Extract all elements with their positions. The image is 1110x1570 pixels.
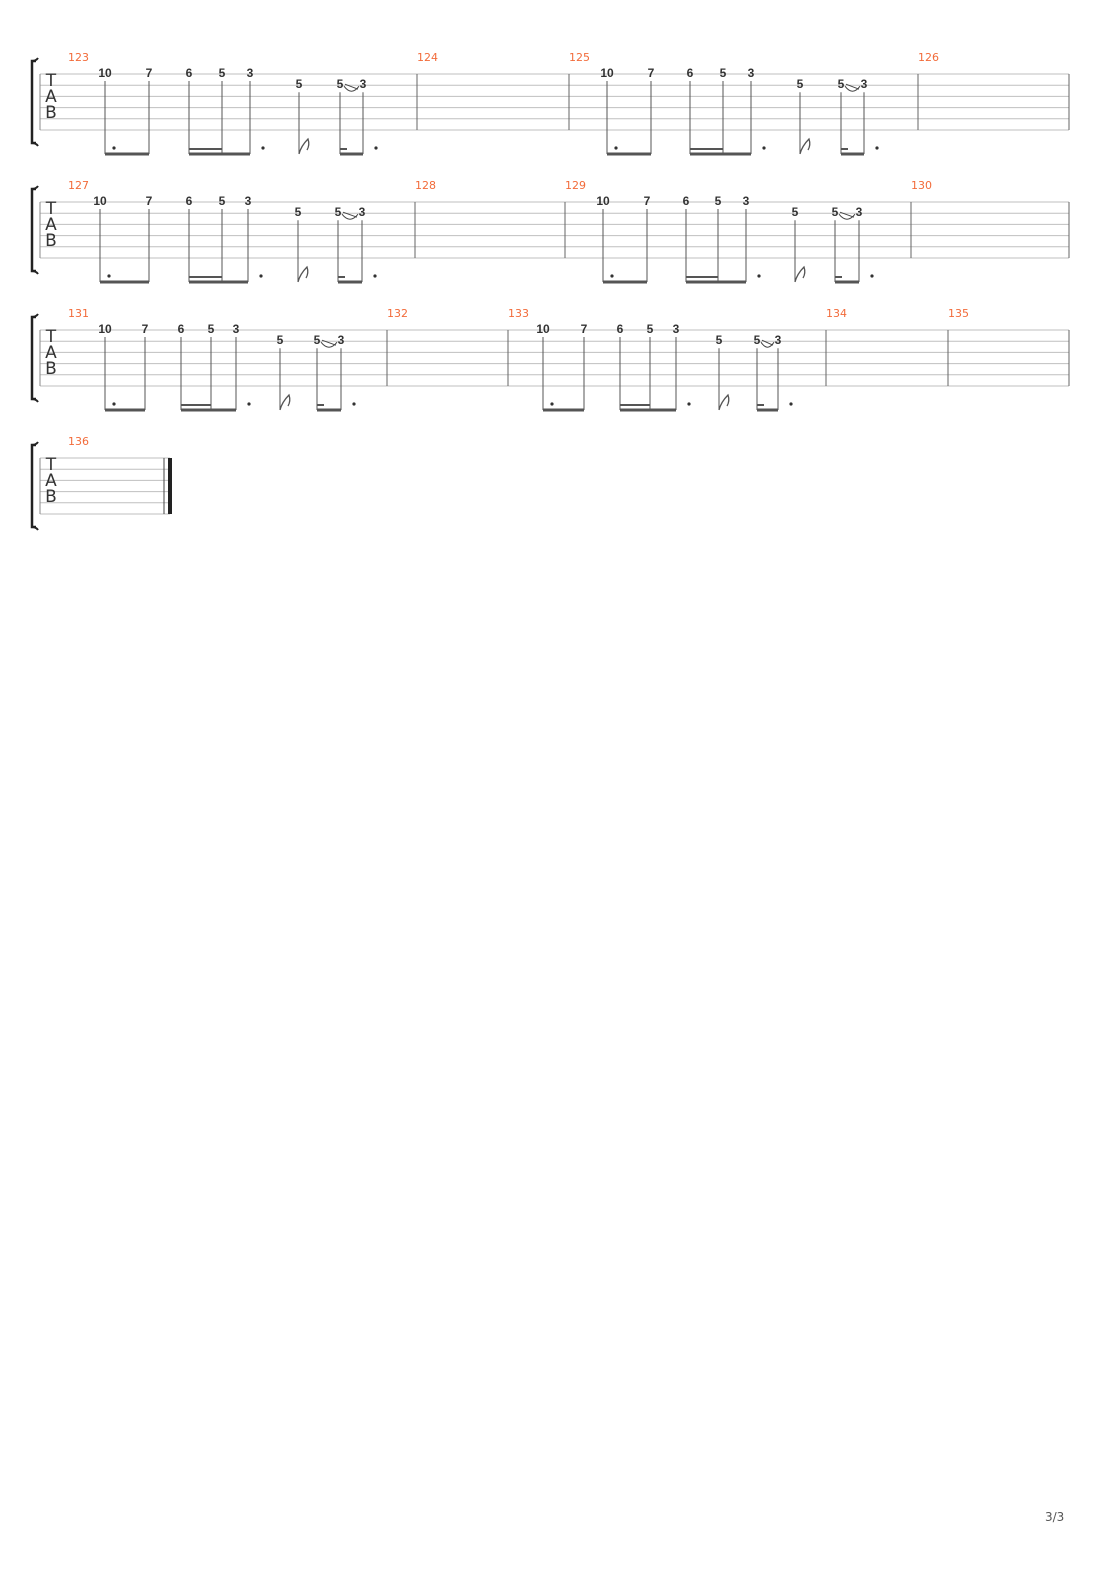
system-bracket [32, 445, 36, 527]
fret-number: 6 [177, 322, 185, 336]
system-bracket [32, 189, 36, 271]
fret-number: 3 [774, 333, 782, 348]
dot [550, 402, 553, 405]
measure-number: 133 [508, 307, 529, 320]
tab-clef-letter: T [45, 327, 57, 347]
dot [261, 146, 264, 149]
measure-number: 135 [948, 307, 969, 320]
fret-number: 7 [145, 194, 153, 208]
fret-number: 3 [359, 77, 367, 92]
fret-number: 5 [295, 77, 303, 92]
tab-clef-letter: B [45, 231, 57, 251]
fret-number: 5 [646, 322, 654, 336]
measure-number: 132 [387, 307, 408, 320]
dot [112, 146, 115, 149]
measure-number: 127 [68, 179, 89, 192]
tab-clef-letter: B [45, 103, 57, 123]
fret-number: 3 [246, 66, 254, 80]
dot [789, 402, 792, 405]
note-flag [795, 267, 805, 282]
dot [762, 146, 765, 149]
fret-number: 5 [753, 333, 761, 348]
fret-number: 3 [747, 66, 755, 80]
tab-clef-letter: B [45, 359, 57, 379]
fret-number: 10 [536, 322, 550, 336]
tab-clef-letter: B [45, 487, 57, 507]
fret-number: 5 [336, 77, 344, 92]
note-flag [800, 139, 810, 154]
measure-number: 126 [918, 51, 939, 64]
fret-number: 7 [643, 194, 651, 208]
fret-number: 3 [855, 205, 863, 220]
fret-number: 3 [337, 333, 345, 348]
measure-number: 124 [417, 51, 438, 64]
fret-number: 3 [232, 322, 240, 336]
bracket-hook [32, 271, 38, 274]
dot [373, 274, 376, 277]
fret-number: 5 [714, 194, 722, 208]
fret-number: 3 [672, 322, 680, 336]
measure-number: 129 [565, 179, 586, 192]
note-flag [299, 139, 309, 154]
fret-number: 7 [580, 322, 588, 336]
fret-number: 6 [686, 66, 694, 80]
fret-number: 7 [141, 322, 149, 336]
dot [247, 402, 250, 405]
bracket-hook [32, 314, 38, 317]
fret-number: 5 [294, 205, 302, 220]
fret-number: 5 [791, 205, 799, 220]
measure-number: 123 [68, 51, 89, 64]
fret-number: 10 [93, 194, 107, 208]
fret-number: 3 [358, 205, 366, 220]
fret-number: 5 [334, 205, 342, 220]
dot [757, 274, 760, 277]
bracket-hook [32, 442, 38, 445]
dot [374, 146, 377, 149]
fret-number: 3 [860, 77, 868, 92]
fret-number: 6 [185, 194, 193, 208]
page-number: 3/3 [1045, 1510, 1065, 1524]
bracket-hook [32, 527, 38, 530]
note-flag [280, 395, 290, 410]
fret-number: 3 [742, 194, 750, 208]
tab-clef-letter: T [45, 71, 57, 91]
note-flag [298, 267, 308, 282]
bracket-hook [32, 186, 38, 189]
dot [259, 274, 262, 277]
fret-number: 5 [218, 194, 226, 208]
fret-number: 5 [831, 205, 839, 220]
measure-number: 136 [68, 435, 89, 448]
measure-number: 131 [68, 307, 89, 320]
dot [687, 402, 690, 405]
fret-number: 6 [616, 322, 624, 336]
system-bracket [32, 61, 36, 143]
tab-clef-letter: A [45, 471, 57, 491]
fret-number: 5 [796, 77, 804, 92]
fret-number: 7 [647, 66, 655, 80]
note-flag [719, 395, 729, 410]
fret-number: 3 [244, 194, 252, 208]
fret-number: 5 [218, 66, 226, 80]
measure-number: 128 [415, 179, 436, 192]
fret-number: 6 [185, 66, 193, 80]
fret-number: 10 [98, 322, 112, 336]
bracket-hook [32, 143, 38, 146]
measure-number: 125 [569, 51, 590, 64]
dot [610, 274, 613, 277]
bracket-hook [32, 58, 38, 61]
fret-number: 10 [600, 66, 614, 80]
fret-number: 10 [98, 66, 112, 80]
dot [352, 402, 355, 405]
tab-clef-letter: A [45, 343, 57, 363]
fret-number: 10 [596, 194, 610, 208]
fret-number: 5 [276, 333, 284, 348]
fret-number: 6 [682, 194, 690, 208]
measure-number: 134 [826, 307, 847, 320]
fret-number: 5 [719, 66, 727, 80]
measure-number: 130 [911, 179, 932, 192]
dot [112, 402, 115, 405]
tab-clef-letter: A [45, 87, 57, 107]
tab-clef-letter: T [45, 199, 57, 219]
dot [875, 146, 878, 149]
fret-number: 5 [313, 333, 321, 348]
fret-number: 5 [715, 333, 723, 348]
bracket-hook [32, 399, 38, 402]
dot [870, 274, 873, 277]
fret-number: 7 [145, 66, 153, 80]
system-bracket [32, 317, 36, 399]
fret-number: 5 [207, 322, 215, 336]
fret-number: 5 [837, 77, 845, 92]
dot [614, 146, 617, 149]
tab-clef-letter: A [45, 215, 57, 235]
dot [107, 274, 110, 277]
tab-clef-letter: T [45, 455, 57, 475]
